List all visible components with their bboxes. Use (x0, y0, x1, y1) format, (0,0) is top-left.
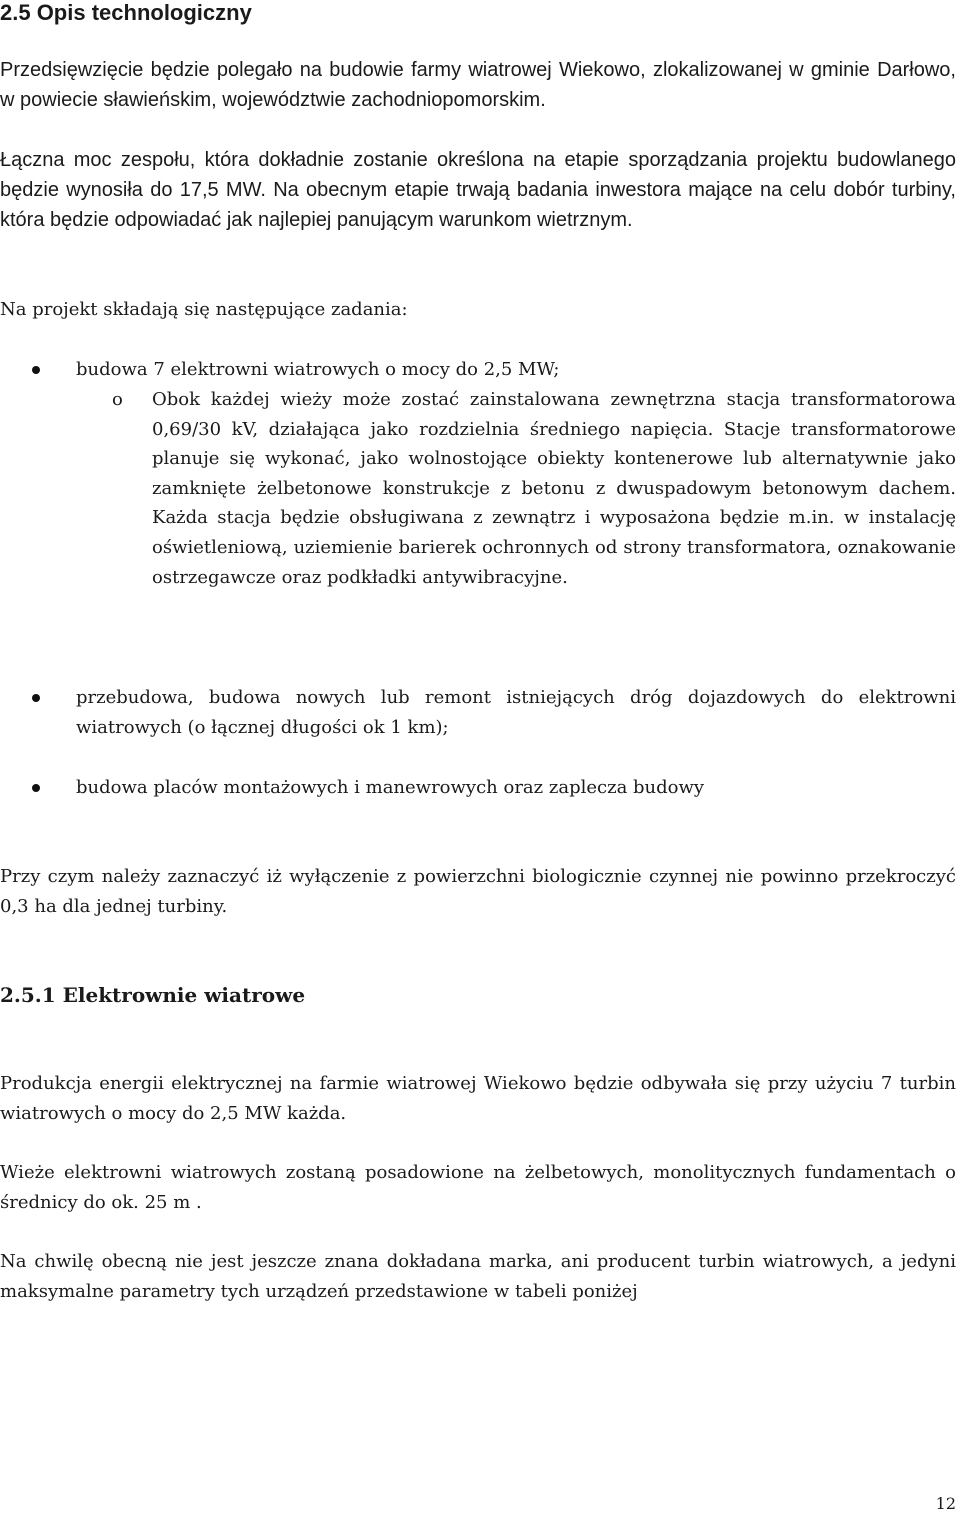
task-text: budowa placów montażowych i manewrowych oraz zaplecza budowy (76, 777, 705, 798)
bullet-icon (32, 784, 40, 792)
subsection-heading: 2.5.1 Elektrownie wiatrowe (0, 983, 306, 1007)
bullet-icon (32, 694, 40, 702)
tasks-intro: Na projekt składają się następujące zadania: (0, 299, 408, 320)
manufacturer-paragraph: Na chwilę obecną nie jest jeszcze znana dokładana marka, ani producent turbin wiatrowych, a jedyni maksymalne parametry tych urządzeń przedstawione w tabeli poniżej (0, 1251, 956, 1302)
section-heading: 2.5 Opis technologiczny (0, 0, 252, 25)
bullet-icon (32, 366, 40, 374)
foundations-paragraph: Wieże elektrowni wiatrowych zostaną posadowione na żelbetowych, monolitycznych fundamentach o średnicy do ok. 25 m . (0, 1162, 956, 1213)
page-number: 12 (935, 1494, 956, 1513)
task-text: budowa 7 elektrowni wiatrowych o mocy do 2,5 MW; (76, 359, 560, 380)
intro-paragraph: Przedsięwzięcie będzie polegało na budowie farmy wiatrowej Wiekowo, zlokalizowanej w gminie Darłowo, w powiecie sławieńskim, województwie zachodniopomorskim. (0, 59, 956, 111)
sub-bullet-icon: o (112, 389, 123, 410)
task-text: przebudowa, budowa nowych lub remont istniejących dróg dojazdowych do elektrowni wiatrowych (o łącznej długości ok 1 km); (76, 687, 956, 738)
note-paragraph: Przy czym należy zaznaczyć iż wyłączenie z powierzchni biologicznie czynnej nie powinno przekroczyć 0,3 ha dla jednej turbiny. (0, 866, 956, 917)
power-paragraph: Łączna moc zespołu, która dokładnie zostanie określona na etapie sporządzania projektu budowlanego będzie wynosiła do 17,5 MW. Na obecnym etapie trwają badania inwestora mające na celu dobór turbiny, która będzie odpowiadać jak najlepiej panującym warunkom wietrznym. (0, 149, 956, 231)
subitem-text: Obok każdej wieży może zostać zainstalowana zewnętrzna stacja transformatorowa 0,69/30 kV, działająca jako rozdzielnia średniego napięcia. Stacje transformatorowe planuje się wykonać, jako wolnostojące obiekty kontenerowe lub alternatywnie jako zamknięte żelbetonowe konstrukcje z betonu z dwuspadowym betonowym dachem. Każda stacja będzie obsługiwana z zewnątrz i wyposażona będzie m.in. w instalację oświetleniową, uziemienie barierek ochronnych od strony transformatora, oznakowanie ostrzegawcze oraz podkładki antywibracyjne. (152, 389, 956, 588)
production-paragraph: Produkcja energii elektrycznej na farmie wiatrowej Wiekowo będzie odbywała się przy użyciu 7 turbin wiatrowych o mocy do 2,5 MW każda. (0, 1073, 956, 1124)
